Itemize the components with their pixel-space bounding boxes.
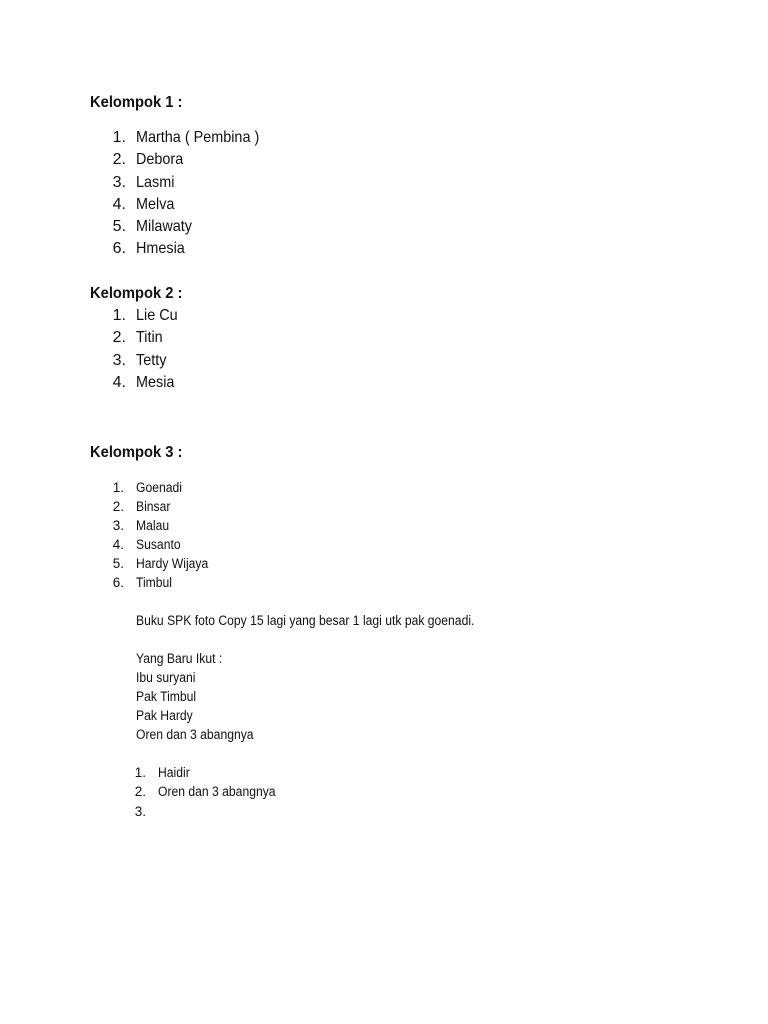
list-number: 5. (112, 218, 126, 236)
member-name: Lie Cu (136, 307, 178, 324)
list-number: 3. (112, 351, 126, 369)
member-name: Malau (136, 518, 170, 534)
list-number: 2. (112, 151, 126, 169)
list-number: 1. (134, 765, 146, 780)
member-name: Tetty (136, 351, 167, 369)
note-paragraph (136, 611, 512, 630)
member-name: Martha ( Pembina ) (136, 129, 260, 146)
new-member-name: Pak Hardy (136, 708, 193, 724)
member-name: Milawaty (136, 218, 193, 236)
member-name: Hmesia (136, 240, 185, 258)
member-name: Susanto (136, 537, 181, 553)
list-number: 4. (112, 373, 126, 391)
member-name: Binsar (136, 499, 171, 515)
new-member-name: Oren dan 3 abangnya (136, 727, 254, 743)
group-3-heading: Kelompok 3 : (90, 444, 183, 461)
list-number: 6. (112, 575, 124, 591)
new-member-name: Ibu suryani (136, 670, 196, 686)
member-name: Melva (136, 195, 175, 213)
list-number: 3. (112, 518, 124, 534)
note-text: Buku SPK foto Copy 15 lagi yang besar 1 lagi utk pak goenadi. (136, 613, 475, 628)
member-name: Oren dan 3 abangnya (158, 784, 276, 800)
list-number: 1. (112, 129, 126, 146)
member-name: Debora (136, 151, 184, 169)
list-number: 3. (112, 173, 126, 191)
group-1-heading: Kelompok 1 : (90, 94, 183, 111)
member-name: Lasmi (136, 173, 175, 191)
list-number: 2. (134, 784, 146, 800)
new-member-name: Pak Timbul (136, 689, 197, 705)
list-number: 2. (112, 499, 124, 515)
member-name: Haidir (158, 765, 190, 780)
member-name: Titin (136, 329, 163, 347)
member-name: Goenadi (136, 480, 182, 495)
list-number: 4. (112, 537, 124, 553)
member-name: Mesia (136, 373, 175, 391)
list-number: 3. (134, 803, 146, 819)
list-number: 4. (112, 195, 126, 213)
list-number: 1. (112, 480, 124, 495)
group-2-heading: Kelompok 2 : (90, 285, 183, 302)
list-number: 6. (112, 240, 126, 258)
member-name: Hardy Wijaya (136, 556, 209, 572)
new-members-title: Yang Baru Ikut : (136, 651, 223, 666)
member-name: Timbul (136, 575, 173, 591)
list-number: 2. (112, 329, 126, 347)
list-number: 1. (112, 307, 126, 324)
list-number: 5. (112, 556, 124, 572)
new-members-block (136, 649, 267, 744)
